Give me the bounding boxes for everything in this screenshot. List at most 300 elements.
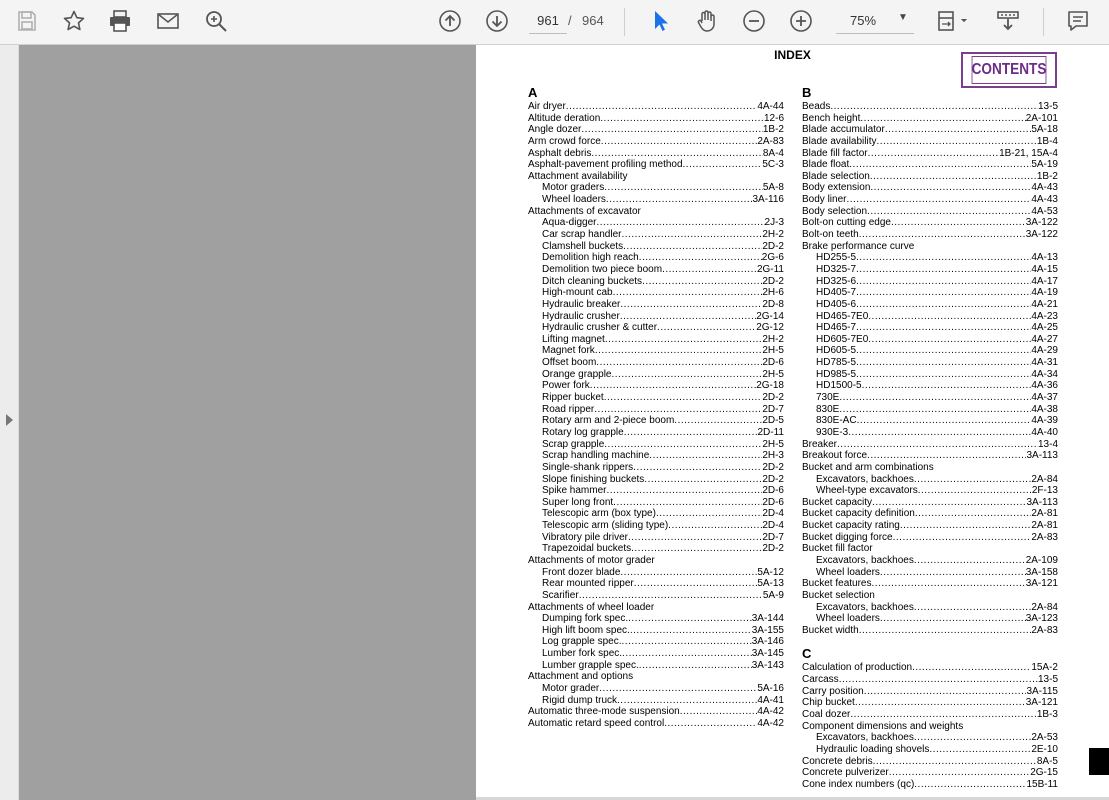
index-entry[interactable] <box>528 695 784 707</box>
index-entry[interactable] <box>802 311 1058 323</box>
index-entry[interactable] <box>802 662 1058 674</box>
index-page-ref[interactable]: 4A-41 <box>757 694 784 706</box>
index-page-ref[interactable]: 4A-13 <box>1031 252 1058 264</box>
index-page-ref[interactable]: 4A-53 <box>1031 205 1058 217</box>
dot-leader <box>850 709 1037 721</box>
index-heading <box>802 590 1058 602</box>
index-entry[interactable] <box>802 182 1058 194</box>
index-entry[interactable] <box>802 206 1058 218</box>
dot-leader <box>867 450 1026 462</box>
dot-leader <box>860 113 1025 125</box>
dot-leader <box>590 380 756 392</box>
index-page-ref[interactable]: 5A-9 <box>762 589 784 601</box>
index-entry[interactable] <box>528 532 784 544</box>
dot-leader <box>624 427 758 439</box>
dot-leader <box>900 520 1031 532</box>
index-page-ref[interactable]: 2H-5 <box>762 438 784 450</box>
index-entry[interactable] <box>528 345 784 357</box>
index-page-ref[interactable]: 4A-39 <box>1031 415 1058 427</box>
index-entry[interactable] <box>528 427 784 439</box>
index-term: Wheel-type excavators <box>816 485 918 497</box>
index-entry[interactable] <box>802 322 1058 334</box>
index-page-ref[interactable]: 4A-36 <box>1031 380 1058 392</box>
index-page-ref[interactable]: 4A-38 <box>1031 403 1058 415</box>
index-entry[interactable] <box>528 124 784 136</box>
index-term: Ripper bucket <box>542 392 604 404</box>
dot-leader <box>633 671 784 683</box>
index-entry[interactable] <box>528 357 784 369</box>
dot-leader <box>934 462 1058 474</box>
index-page-ref[interactable]: 3A-121 <box>1025 578 1058 590</box>
dot-leader <box>873 756 1037 768</box>
index-entry[interactable] <box>528 299 784 311</box>
index-entry[interactable] <box>528 543 784 555</box>
index-entry[interactable] <box>802 485 1058 497</box>
index-page-ref[interactable]: 1B-21, 15A-4 <box>999 147 1058 159</box>
dot-leader <box>654 602 784 614</box>
index-page-ref[interactable]: 2D-2 <box>762 392 784 404</box>
index-term: Blade accumulator <box>802 124 885 136</box>
index-page-ref[interactable]: 2D-2 <box>762 473 784 485</box>
index-term: Power fork <box>542 380 590 392</box>
index-term: Bucket capacity definition <box>802 508 915 520</box>
index-entry[interactable] <box>802 555 1058 567</box>
index-term: Rotary arm and 2-piece boom <box>542 415 675 427</box>
index-entry[interactable] <box>802 613 1058 625</box>
index-entry[interactable] <box>802 101 1058 113</box>
index-page-ref[interactable]: 2D-2 <box>762 543 784 555</box>
index-entry[interactable] <box>528 718 784 730</box>
index-entry[interactable] <box>802 217 1058 229</box>
index-page-ref[interactable]: 4A-43 <box>1031 182 1058 194</box>
expand-arrow-icon[interactable] <box>6 414 13 426</box>
zoom-select[interactable] <box>836 8 914 34</box>
index-page-ref[interactable]: 5A-13 <box>757 578 784 590</box>
index-page-ref[interactable]: 5A-8 <box>762 182 784 194</box>
index-page-ref[interactable]: 2G-12 <box>756 322 784 334</box>
next-page-icon[interactable] <box>482 6 512 36</box>
index-section-letter: C <box>802 646 812 662</box>
index-entry[interactable] <box>802 276 1058 288</box>
index-page-ref[interactable]: 2D-6 <box>762 496 784 508</box>
index-entry[interactable] <box>528 648 784 660</box>
dot-leader <box>914 732 1031 744</box>
dot-leader <box>837 439 1038 451</box>
index-term: Rigid dump truck <box>542 694 618 706</box>
index-page-ref[interactable]: 2G-18 <box>756 380 784 392</box>
index-page-ref[interactable]: 1B-2 <box>762 124 784 136</box>
index-entry[interactable] <box>802 345 1058 357</box>
index-page-ref[interactable]: 2E-10 <box>1031 743 1058 755</box>
contents-button[interactable] <box>961 52 1057 88</box>
index-page-ref[interactable]: 4A-40 <box>1031 426 1058 438</box>
index-page-ref[interactable]: 3A-116 <box>752 194 784 206</box>
hand-tool-icon[interactable] <box>692 6 722 36</box>
index-entry[interactable] <box>528 474 784 486</box>
scroll-mode-icon[interactable] <box>993 6 1023 36</box>
index-entry[interactable] <box>802 136 1058 148</box>
index-page-ref[interactable]: 2D-4 <box>762 508 784 520</box>
index-page-ref[interactable]: 8A-4 <box>762 147 784 159</box>
bookmark-star-icon[interactable] <box>59 6 89 36</box>
index-page-ref[interactable]: 2A-84 <box>1031 473 1058 485</box>
index-entry[interactable] <box>802 194 1058 206</box>
index-page-ref[interactable]: 4A-34 <box>1031 368 1058 380</box>
toolbar-divider <box>624 8 625 36</box>
index-term: Log grapple spec. <box>542 636 622 648</box>
index-page-ref[interactable]: 3A-113 <box>1026 450 1058 462</box>
dot-leader <box>620 567 757 579</box>
index-page-ref[interactable]: 4A-44 <box>757 101 784 112</box>
index-entry[interactable] <box>528 159 784 171</box>
index-page-ref[interactable]: 2G-11 <box>756 263 784 275</box>
dot-leader <box>591 148 763 160</box>
index-entry[interactable] <box>528 136 784 148</box>
index-page-ref[interactable]: 5A-19 <box>1031 159 1058 171</box>
index-page-ref[interactable]: 2D-2 <box>762 461 784 473</box>
index-term: Dumping fork spec. <box>542 613 629 625</box>
index-entry[interactable] <box>802 369 1058 381</box>
index-page-ref[interactable]: 12-6 <box>763 112 784 124</box>
index-entry[interactable] <box>802 392 1058 404</box>
dot-leader <box>622 648 752 660</box>
index-entry[interactable] <box>528 683 784 695</box>
index-entry[interactable] <box>528 194 784 206</box>
index-page-ref[interactable]: 3A-146 <box>751 636 784 648</box>
index-entry[interactable] <box>528 101 784 113</box>
save-icon[interactable] <box>12 6 42 36</box>
index-page-ref[interactable]: 2H-6 <box>762 287 784 299</box>
email-icon[interactable] <box>153 6 183 36</box>
index-term: HD405-6 <box>816 298 857 310</box>
dot-leader <box>622 636 752 648</box>
index-entry[interactable] <box>528 497 784 509</box>
index-term: Asphalt debris <box>528 147 592 159</box>
index-entry[interactable] <box>528 392 784 404</box>
dot-leader <box>604 439 762 451</box>
dot-leader <box>606 485 762 497</box>
dot-leader <box>859 625 1032 637</box>
index-entry[interactable] <box>802 404 1058 416</box>
index-term: Motor grader <box>542 683 600 695</box>
index-entry[interactable] <box>802 287 1058 299</box>
index-column-a <box>528 85 784 730</box>
index-page-ref[interactable]: 15A-2 <box>1031 662 1058 674</box>
index-entry[interactable] <box>528 415 784 427</box>
section-gap <box>802 636 1058 646</box>
index-page-ref[interactable]: 2A-53 <box>1031 732 1058 744</box>
index-entry[interactable] <box>802 532 1058 544</box>
zoom-in-icon[interactable] <box>786 6 816 36</box>
index-entry[interactable] <box>802 686 1058 698</box>
index-term: HD605-7E0 <box>816 333 869 345</box>
index-term: Attachment availability <box>528 170 628 182</box>
index-entry[interactable] <box>802 415 1058 427</box>
index-entry[interactable] <box>528 113 784 125</box>
index-page-ref[interactable]: 4A-21 <box>1031 298 1058 310</box>
index-entry[interactable] <box>802 497 1058 509</box>
index-page-ref[interactable]: 2H-5 <box>762 368 784 380</box>
index-page-ref[interactable]: 3A-121 <box>1025 697 1058 709</box>
index-page-ref[interactable]: 2D-2 <box>762 240 784 252</box>
index-page-ref[interactable]: 15B-11 <box>1026 778 1058 790</box>
index-entry[interactable] <box>528 520 784 532</box>
index-entry[interactable] <box>528 439 784 451</box>
index-page-ref[interactable]: 4A-27 <box>1031 333 1058 345</box>
index-page-ref[interactable]: 2D-5 <box>762 415 784 427</box>
index-page-ref[interactable]: 2D-2 <box>762 275 784 287</box>
index-entry[interactable] <box>802 264 1058 276</box>
index-term: Chip bucket <box>802 697 855 709</box>
index-entry[interactable] <box>528 485 784 497</box>
index-page-ref[interactable]: 3A-144 <box>751 613 784 625</box>
index-term: Car scrap handler <box>542 229 622 241</box>
index-page-ref[interactable]: 2G-6 <box>761 252 784 264</box>
index-entry[interactable] <box>528 508 784 520</box>
index-entry[interactable] <box>528 404 784 416</box>
index-page-ref[interactable]: 1B-3 <box>1036 709 1058 721</box>
index-page-ref[interactable]: 2H-3 <box>762 450 784 462</box>
index-entry[interactable] <box>802 779 1058 791</box>
index-entry[interactable] <box>802 124 1058 136</box>
navigation-pane-toggle[interactable] <box>0 45 19 800</box>
index-entry[interactable] <box>528 590 784 602</box>
index-entry[interactable] <box>528 636 784 648</box>
dot-leader <box>613 287 763 299</box>
index-term: Spike hammer <box>542 485 607 497</box>
index-entry[interactable] <box>802 450 1058 462</box>
zoom-out-icon[interactable] <box>739 6 769 36</box>
index-entry[interactable] <box>802 439 1058 451</box>
index-entry[interactable] <box>802 334 1058 346</box>
index-page-ref[interactable]: 3A-115 <box>1026 685 1058 697</box>
dot-leader <box>639 660 752 672</box>
index-page-ref[interactable]: 4A-17 <box>1031 275 1058 287</box>
index-entry[interactable] <box>802 148 1058 160</box>
index-page-ref[interactable]: 2D-6 <box>762 357 784 369</box>
index-term: 930E-3 <box>816 426 849 438</box>
index-page-ref[interactable]: 8A-5 <box>1036 755 1058 767</box>
index-page-ref[interactable]: 5A-16 <box>757 683 784 695</box>
index-page-ref[interactable]: 2D-4 <box>762 520 784 532</box>
index-entry[interactable] <box>528 660 784 672</box>
index-entry[interactable] <box>802 625 1058 637</box>
index-page-ref[interactable]: 3A-123 <box>1025 613 1058 625</box>
index-term: Wheel loaders <box>816 613 880 625</box>
print-icon[interactable] <box>105 6 135 36</box>
index-entry[interactable] <box>802 299 1058 311</box>
index-entry[interactable] <box>802 732 1058 744</box>
index-entry[interactable] <box>802 567 1058 579</box>
index-entry[interactable] <box>528 276 784 288</box>
dot-leader <box>912 662 1031 674</box>
index-page-ref[interactable]: 4A-31 <box>1031 357 1058 369</box>
index-page-ref[interactable]: 3A-158 <box>1025 566 1058 578</box>
index-page-ref[interactable]: 3A-122 <box>1025 229 1058 241</box>
index-page-ref[interactable]: 1B-4 <box>1036 135 1058 147</box>
index-page-ref[interactable]: 13-4 <box>1037 438 1058 450</box>
index-term: 830E <box>816 403 840 415</box>
index-entry[interactable] <box>528 252 784 264</box>
dot-leader <box>914 241 1058 253</box>
index-page-ref[interactable]: 3A-122 <box>1025 217 1058 229</box>
index-entry[interactable] <box>528 264 784 276</box>
index-entry[interactable] <box>802 767 1058 779</box>
index-term: Wheel loaders <box>542 194 606 206</box>
index-page-ref[interactable]: 2D-7 <box>762 403 784 415</box>
index-entry[interactable] <box>528 287 784 299</box>
index-entry[interactable] <box>528 578 784 590</box>
index-entry[interactable] <box>528 229 784 241</box>
dot-leader <box>918 485 1032 497</box>
index-page-ref[interactable]: 4A-42 <box>757 706 784 718</box>
index-page-ref[interactable]: 4A-25 <box>1031 322 1058 334</box>
search-icon[interactable] <box>201 6 231 36</box>
index-page-ref[interactable]: 5A-12 <box>757 566 784 578</box>
index-page-ref[interactable]: 4A-15 <box>1031 263 1058 275</box>
index-page-ref[interactable]: 2A-81 <box>1031 508 1058 520</box>
dot-leader <box>868 148 999 160</box>
index-page-ref[interactable]: 4A-29 <box>1031 345 1058 357</box>
index-page-ref[interactable]: 2H-5 <box>762 345 784 357</box>
comment-icon[interactable] <box>1063 6 1093 36</box>
index-term: Rotary log grapple <box>542 426 624 438</box>
index-page-ref[interactable]: 2A-109 <box>1025 554 1058 566</box>
index-term: Angle dozer <box>528 124 582 136</box>
index-term: HD785-5 <box>816 357 857 369</box>
index-entry[interactable] <box>528 148 784 160</box>
index-entry[interactable] <box>802 229 1058 241</box>
index-term: Hydraulic breaker <box>542 298 621 310</box>
index-entry[interactable] <box>802 252 1058 264</box>
index-entry[interactable] <box>802 357 1058 369</box>
current-page-input[interactable] <box>529 8 567 34</box>
index-page-ref[interactable]: 4A-37 <box>1031 392 1058 404</box>
index-entry[interactable] <box>802 756 1058 768</box>
index-page-ref[interactable]: 2D-11 <box>757 426 784 438</box>
select-cursor-icon[interactable] <box>645 6 675 36</box>
dot-leader <box>839 674 1038 686</box>
index-page-ref[interactable]: 2A-101 <box>1025 112 1058 124</box>
index-page-ref[interactable]: 3A-113 <box>1026 496 1058 508</box>
index-page-ref[interactable]: 2D-6 <box>762 485 784 497</box>
dot-leader <box>642 276 762 288</box>
index-term: Demolition high reach <box>542 252 639 264</box>
index-page-ref[interactable]: 13-5 <box>1037 674 1058 686</box>
dot-leader <box>868 334 1031 346</box>
index-page-ref[interactable]: 2A-83 <box>1031 531 1058 543</box>
index-term: HD605-5 <box>816 345 857 357</box>
index-entry[interactable] <box>802 709 1058 721</box>
index-page-ref[interactable]: 2H-2 <box>762 333 784 345</box>
index-term: Bucket digging force <box>802 531 893 543</box>
dot-leader <box>885 124 1031 136</box>
dot-leader <box>875 590 1058 602</box>
index-entry[interactable] <box>802 474 1058 486</box>
index-entry[interactable] <box>528 380 784 392</box>
index-entry[interactable] <box>802 171 1058 183</box>
index-page-ref[interactable]: 2D-8 <box>762 298 784 310</box>
index-entry[interactable] <box>802 427 1058 439</box>
index-entry[interactable] <box>802 578 1058 590</box>
index-entry[interactable] <box>528 334 784 346</box>
index-page-ref[interactable]: 13-5 <box>1037 101 1058 112</box>
index-entry[interactable] <box>802 113 1058 125</box>
index-page-ref[interactable]: 5A-18 <box>1031 124 1058 136</box>
index-entry[interactable] <box>528 706 784 718</box>
dot-leader <box>914 779 1026 791</box>
index-entry[interactable] <box>802 520 1058 532</box>
index-page-ref[interactable]: 2G-15 <box>1030 767 1058 779</box>
index-entry[interactable] <box>528 241 784 253</box>
index-page-ref[interactable]: 1B-2 <box>1036 170 1058 182</box>
index-term: Hydraulic crusher <box>542 310 620 322</box>
dot-leader <box>633 462 762 474</box>
index-page-ref[interactable]: 2D-7 <box>762 531 784 543</box>
index-term: Vibratory pile driver <box>542 531 628 543</box>
index-page-ref[interactable]: 4A-43 <box>1031 194 1058 206</box>
index-page-ref[interactable]: 2A-84 <box>1031 601 1058 613</box>
index-entry[interactable] <box>802 602 1058 614</box>
index-page-ref[interactable]: 2A-83 <box>1031 624 1058 636</box>
dot-leader <box>868 311 1031 323</box>
index-entry[interactable] <box>802 380 1058 392</box>
index-entry[interactable] <box>528 462 784 474</box>
index-page-ref[interactable]: 2A-81 <box>1031 520 1058 532</box>
index-page-ref[interactable]: 4A-42 <box>757 717 784 729</box>
index-page-ref[interactable]: 2A-83 <box>757 135 784 147</box>
index-page-ref[interactable]: 4A-19 <box>1031 287 1058 299</box>
index-entry[interactable] <box>528 567 784 579</box>
index-entry[interactable] <box>528 217 784 229</box>
index-entry[interactable] <box>528 613 784 625</box>
dot-leader <box>662 264 757 276</box>
index-page-ref[interactable]: 3A-145 <box>751 648 784 660</box>
index-page-ref[interactable]: 5C-3 <box>762 159 784 171</box>
index-term: Excavators, backhoes <box>816 473 914 485</box>
dot-leader <box>621 229 762 241</box>
index-entry[interactable] <box>528 450 784 462</box>
index-entry[interactable] <box>802 674 1058 686</box>
index-entry[interactable] <box>528 322 784 334</box>
dot-leader <box>839 404 1031 416</box>
index-entry[interactable] <box>528 625 784 637</box>
index-entry[interactable] <box>528 182 784 194</box>
index-page-ref[interactable]: 2F-13 <box>1031 485 1058 497</box>
index-term: Magnet fork <box>542 345 595 357</box>
index-page-ref[interactable]: 3A-143 <box>751 659 784 671</box>
index-page-ref[interactable]: 3A-155 <box>751 624 784 636</box>
index-page-ref[interactable]: 4A-23 <box>1031 310 1058 322</box>
index-term: Scrap grapple <box>542 438 605 450</box>
index-entry[interactable] <box>802 159 1058 171</box>
index-page-ref[interactable]: 2G-14 <box>756 310 784 322</box>
index-entry[interactable] <box>802 697 1058 709</box>
index-entry[interactable] <box>528 369 784 381</box>
index-page-ref[interactable]: 2H-2 <box>762 229 784 241</box>
dot-leader <box>914 474 1031 486</box>
index-entry[interactable] <box>802 744 1058 756</box>
dot-leader <box>856 287 1031 299</box>
index-term: Super long front <box>542 496 614 508</box>
index-page-ref[interactable]: 2J-3 <box>764 217 784 229</box>
fit-page-icon[interactable] <box>932 6 974 36</box>
index-entry[interactable] <box>802 508 1058 520</box>
dot-leader <box>605 334 762 346</box>
index-term: Automatic retard speed control <box>528 717 665 729</box>
index-entry[interactable] <box>528 311 784 323</box>
previous-page-icon[interactable] <box>435 6 465 36</box>
